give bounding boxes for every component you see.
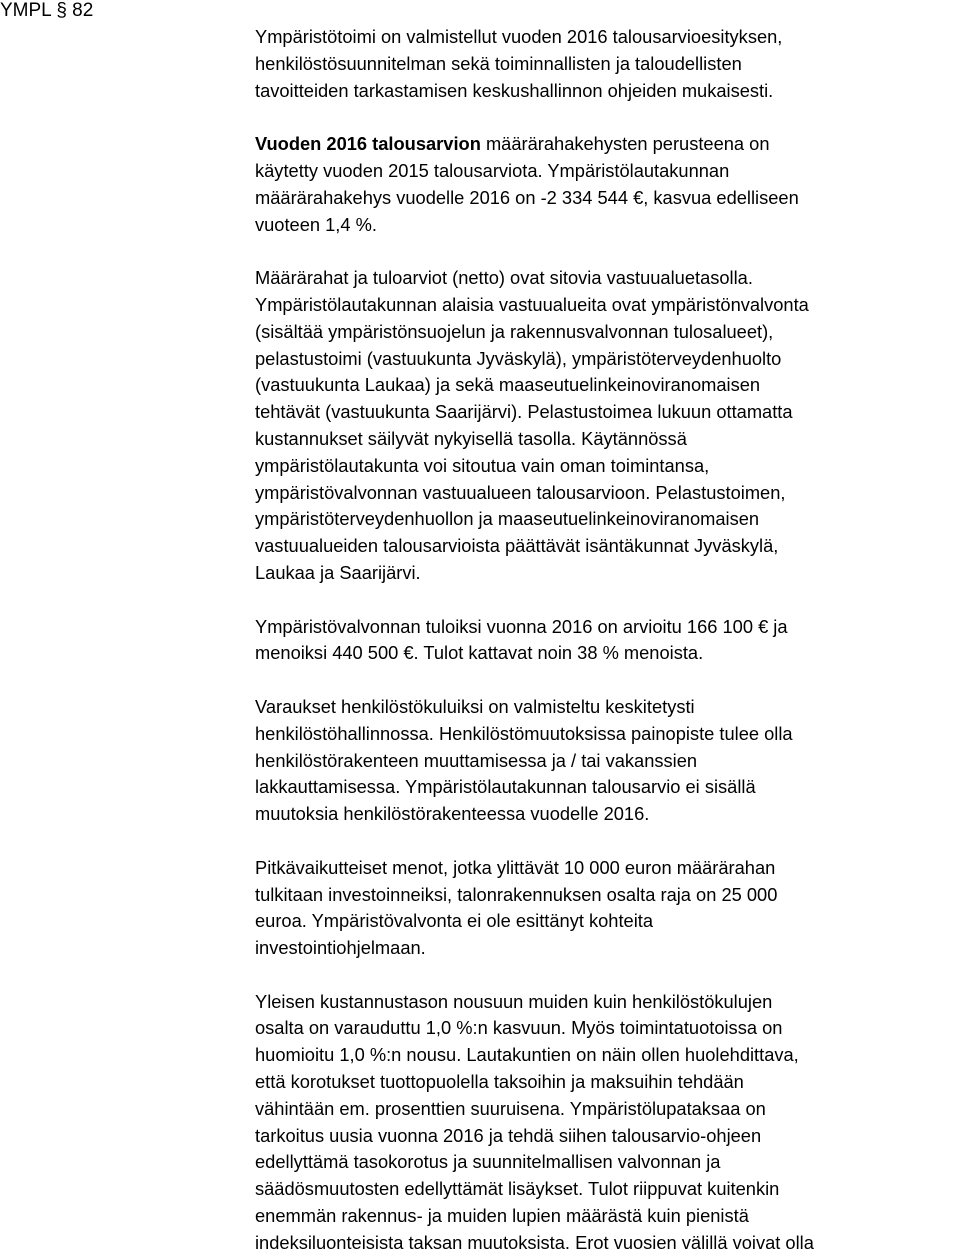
- text-fragment: määrärahakehysten perusteena on: [480, 133, 770, 155]
- text-line: Pitkävaikutteiset menot, jotka ylittävät 10 000 euron määrärahan: [255, 856, 776, 878]
- text-line: edellyttämä tasokorotus ja suunnitelmallisen valvonnan ja: [255, 1151, 721, 1173]
- text-line: määrärahakehys vuodelle 2016 on -2 334 544 €, kasvua edelliseen: [255, 186, 799, 208]
- text-line: ympäristöterveydenhuollon ja maaseutuelinkeinoviranomaisen: [255, 508, 760, 530]
- text-line: tavoitteiden tarkastamisen keskushallinnon ohjeiden mukaisesti.: [255, 79, 774, 101]
- text-line: säädösmuutosten edellyttämät lisäykset. Tulot riippuvat kuitenkin: [255, 1178, 780, 1200]
- text-line: vuoteen 1,4 %.: [255, 213, 377, 235]
- section-header: [0, 0, 93, 22]
- text-line: tarkoitus uusia vuonna 2016 ja tehdä siihen talousarvio-ohjeen: [255, 1124, 762, 1146]
- text-line: indeksiluonteisista taksan muutoksista. Erot vuosien välillä voivat olla: [255, 1231, 814, 1253]
- text-line: kustannukset säilyvät nykyisellä tasolla. Käytännössä: [255, 427, 687, 449]
- text-line: (sisältää ympäristönsuojelun ja rakennusvalvonnan tulosalueet),: [255, 320, 774, 342]
- text-line: Varaukset henkilöstökuluiksi on valmisteltu keskitetysti: [255, 695, 695, 717]
- text-line: enemmän rakennus- ja muiden lupien määrästä kuin pienistä: [255, 1205, 749, 1227]
- text-line: pelastustoimi (vastuukunta Jyväskylä), ympäristöterveydenhuolto: [255, 347, 782, 369]
- paragraph-cost-level: [255, 989, 960, 1257]
- text-line: henkilöstöhallinnossa. Henkilöstömuutoksissa painopiste tulee olla: [255, 722, 793, 744]
- text-line: Ympäristölautakunnan alaisia vastuualueita ovat ympäristönvalvonta: [255, 293, 809, 315]
- paragraph-personnel-costs: [255, 694, 960, 828]
- text-line: että korotukset tuottopuolella taksoihin ja maksuihin tehdään: [255, 1071, 744, 1093]
- text-line: lakkauttamisessa. Ympäristölautakunnan talousarvio ei sisällä: [255, 776, 756, 798]
- text-line: vastuualueiden talousarvioista päättävät isäntäkunnat Jyväskylä,: [255, 535, 779, 557]
- text-line: menoiksi 440 500 €. Tulot kattavat noin 38 % menoista.: [255, 642, 704, 664]
- text-line: muutoksia henkilöstörakenteessa vuodelle 2016.: [255, 803, 650, 825]
- paragraph-responsibility-areas: [255, 265, 960, 587]
- paragraph-investments: [255, 855, 960, 962]
- text-line: Yleisen kustannustason nousuun muiden kuin henkilöstökulujen: [255, 990, 773, 1012]
- document-body: [255, 24, 960, 1257]
- paragraph-budget-frame: [255, 131, 960, 238]
- text-line: ympäristölautakunta voi sitoutua vain oman toimintansa,: [255, 454, 710, 476]
- text-line: huomioitu 1,0 %:n nousu. Lautakuntien on näin ollen huolehdittava,: [255, 1044, 799, 1066]
- text-line: vähintään em. prosenttien suuruisena. Ympäristölupataksaa on: [255, 1097, 766, 1119]
- text-line: euroa. Ympäristövalvonta ei ole esittänyt kohteita: [255, 910, 654, 932]
- text-line: Ympäristövalvonnan tuloiksi vuonna 2016 on arvioitu 166 100 € ja: [255, 615, 788, 637]
- text-line: Määrärahat ja tuloarviot (netto) ovat sitovia vastuualuetasolla.: [255, 267, 753, 289]
- section-title: YMPL § 82: [0, 0, 94, 21]
- paragraph-intro: [255, 24, 960, 104]
- bold-lead: Vuoden 2016 talousarvion: [255, 133, 481, 155]
- text-line: Ympäristötoimi on valmistellut vuoden 2016 talousarvioesityksen,: [255, 26, 783, 47]
- text-line: tehtävät (vastuukunta Saarijärvi). Pelastustoimea lukuun ottamatta: [255, 401, 793, 423]
- text-line: ympäristövalvonnan vastuualueen talousarvioon. Pelastustoimen,: [255, 481, 786, 503]
- text-line: henkilöstörakenteen muuttamisessa ja / tai vakanssien: [255, 749, 698, 771]
- paragraph-income-expenses: [255, 614, 960, 668]
- text-line: Laukaa ja Saarijärvi.: [255, 561, 421, 583]
- text-line: investointiohjelmaan.: [255, 937, 426, 959]
- text-line: [255, 131, 960, 158]
- text-line: käytetty vuoden 2015 talousarviota. Ympäristölautakunnan: [255, 159, 730, 181]
- text-line: tulkitaan investoinneiksi, talonrakennuksen osalta raja on 25 000: [255, 883, 778, 905]
- text-line: osalta on varauduttu 1,0 %:n kasvuun. Myös toimintatuotoissa on: [255, 1017, 783, 1039]
- text-line: henkilöstösuunnitelman sekä toiminnallisten ja taloudellisten: [255, 52, 742, 74]
- text-line: (vastuukunta Laukaa) ja sekä maaseutuelinkeinoviranomaisen: [255, 374, 761, 396]
